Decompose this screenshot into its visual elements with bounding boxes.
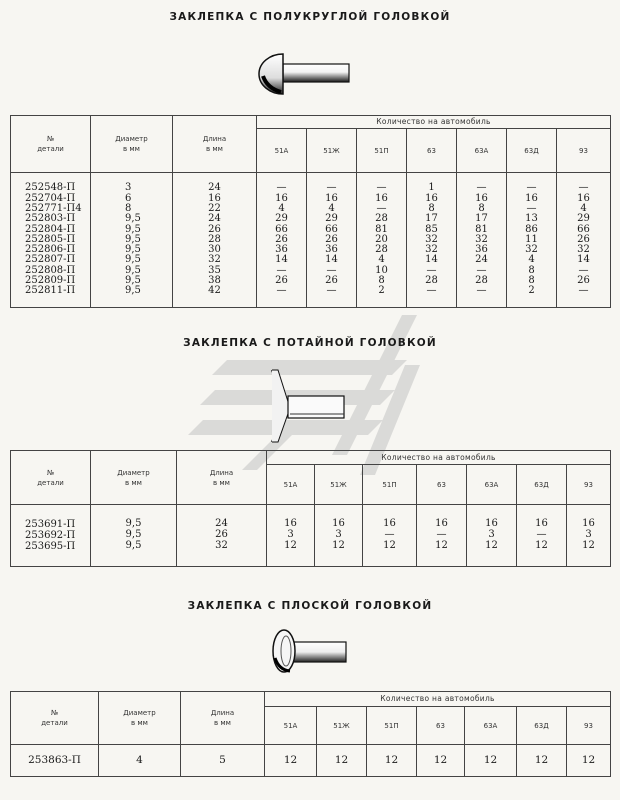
qty-value: 36 bbox=[275, 244, 288, 256]
header-model-51p: 51П bbox=[367, 707, 417, 745]
diameter-value: 9,5 bbox=[125, 233, 141, 245]
qty-value: 29 bbox=[275, 213, 288, 225]
qty-value: 12 bbox=[284, 540, 297, 551]
qty-value: 32 bbox=[577, 244, 590, 256]
qty-value: 13 bbox=[525, 213, 538, 225]
header-model-51a: 51А bbox=[257, 129, 307, 173]
length-value: 38 bbox=[208, 275, 221, 287]
header-model-63: 63 bbox=[417, 707, 465, 745]
length-value: 24 bbox=[208, 213, 221, 225]
part-number: 252805-П bbox=[25, 233, 76, 245]
qty-value: — bbox=[326, 285, 337, 297]
table-body-row bbox=[11, 173, 611, 308]
header-model-51p: 51П bbox=[363, 465, 417, 505]
qty-value: 26 bbox=[325, 275, 338, 287]
header-model-93: 93 bbox=[567, 465, 611, 505]
qty-value: 16 bbox=[332, 518, 345, 529]
part-number: 252811-П bbox=[25, 285, 76, 297]
qty-value: 32 bbox=[525, 244, 538, 256]
length-value: 5 bbox=[181, 745, 265, 777]
qty-value: 17 bbox=[425, 213, 438, 225]
qty-value: 16 bbox=[582, 518, 595, 529]
qty-column-51a bbox=[267, 505, 315, 567]
part-number: 253692-П bbox=[25, 530, 76, 541]
length-value: 24 bbox=[208, 182, 221, 194]
header-model-51zh: 51Ж bbox=[307, 129, 357, 173]
qty-value: — bbox=[578, 285, 589, 297]
diameter-value: 9,5 bbox=[125, 244, 141, 256]
part-number: 252804-П bbox=[25, 223, 76, 235]
diameter-value: 9,5 bbox=[125, 264, 141, 276]
spec-table-round-head bbox=[10, 115, 611, 308]
header-model-63a: 63А bbox=[457, 129, 507, 173]
qty-value: — bbox=[326, 264, 337, 276]
diameter-value: 9,5 bbox=[125, 254, 141, 266]
qty-value: 26 bbox=[577, 275, 590, 287]
qty-column-63d bbox=[507, 173, 557, 308]
qty-column-51p bbox=[363, 505, 417, 567]
qty-value: 4 bbox=[378, 254, 385, 266]
qty-value: 16 bbox=[485, 518, 498, 529]
header-length: Длина в мм bbox=[181, 692, 265, 745]
qty-value: 12 bbox=[582, 540, 595, 551]
qty-value: 12 bbox=[367, 745, 417, 777]
diameter-value: 8 bbox=[125, 202, 132, 214]
part-number: 252806-П bbox=[25, 244, 76, 256]
header-model-63: 63 bbox=[407, 129, 457, 173]
header-part-no: № детали bbox=[11, 692, 99, 745]
qty-value: 11 bbox=[525, 233, 538, 245]
length-column bbox=[173, 173, 257, 308]
length-value: 32 bbox=[215, 540, 228, 551]
qty-value: — bbox=[476, 264, 487, 276]
header-part-no: № детали bbox=[11, 451, 91, 505]
diameter-value: 9,5 bbox=[125, 213, 141, 225]
qty-value: 16 bbox=[535, 518, 548, 529]
header-qty-per-vehicle: Количество на автомобиль bbox=[257, 116, 611, 129]
qty-column-63 bbox=[407, 173, 457, 308]
qty-value: 12 bbox=[435, 540, 448, 551]
header-model-51a: 51А bbox=[267, 465, 315, 505]
header-length: Длина в мм bbox=[177, 451, 267, 505]
header-model-63a: 63А bbox=[465, 707, 517, 745]
table-row bbox=[11, 745, 611, 777]
qty-value: 32 bbox=[475, 233, 488, 245]
qty-value: 12 bbox=[517, 745, 567, 777]
qty-value: 12 bbox=[535, 540, 548, 551]
table-body-row bbox=[11, 505, 611, 567]
part-number-column bbox=[11, 505, 91, 567]
qty-value: 14 bbox=[275, 254, 288, 266]
length-value: 35 bbox=[208, 264, 221, 276]
qty-value: 16 bbox=[577, 192, 590, 204]
diameter-value: 9,5 bbox=[125, 529, 142, 540]
qty-value: 85 bbox=[425, 223, 438, 235]
header-model-51zh: 51Ж bbox=[317, 707, 367, 745]
qty-value: 20 bbox=[375, 233, 388, 245]
diameter-value: 9,5 bbox=[125, 540, 142, 551]
qty-column-51a bbox=[257, 173, 307, 308]
length-value: 32 bbox=[208, 254, 221, 266]
qty-value: — bbox=[526, 182, 537, 194]
qty-value: 26 bbox=[275, 233, 288, 245]
qty-value: — bbox=[476, 182, 487, 194]
round-head-rivet-icon bbox=[255, 52, 355, 96]
diameter-value: 9,5 bbox=[125, 285, 141, 297]
qty-column-63d bbox=[517, 505, 567, 567]
header-model-63d: 63Д bbox=[507, 129, 557, 173]
qty-value: 2 bbox=[378, 285, 385, 297]
length-value: 26 bbox=[208, 223, 221, 235]
length-value: 22 bbox=[208, 202, 221, 214]
diameter-value: 6 bbox=[125, 192, 132, 204]
qty-value: 28 bbox=[425, 275, 438, 287]
header-diameter: Диаметр в мм bbox=[91, 116, 173, 173]
qty-value: 28 bbox=[375, 213, 388, 225]
part-number: 253863-П bbox=[11, 745, 99, 777]
header-model-93: 93 bbox=[557, 129, 611, 173]
part-number-column bbox=[11, 173, 91, 308]
qty-value: 29 bbox=[325, 213, 338, 225]
spec-table-flat-head bbox=[10, 691, 611, 777]
qty-value: 16 bbox=[284, 518, 297, 529]
qty-value: 28 bbox=[375, 244, 388, 256]
header-diameter: Диаметр в мм bbox=[91, 451, 177, 505]
qty-value: 81 bbox=[475, 223, 488, 235]
qty-value: — bbox=[326, 182, 337, 194]
qty-value: 12 bbox=[332, 540, 345, 551]
part-number: 252807-П bbox=[25, 254, 76, 266]
qty-value: 12 bbox=[485, 540, 498, 551]
qty-column-93 bbox=[557, 173, 611, 308]
qty-value: 29 bbox=[577, 213, 590, 225]
part-number: 253695-П bbox=[25, 541, 76, 552]
qty-value: 66 bbox=[275, 223, 288, 235]
qty-value: 1 bbox=[428, 182, 435, 194]
part-number: 252704-П bbox=[25, 192, 76, 204]
section-title: ЗАКЛЕПКА С ПОТАЙНОЙ ГОЛОВКОЙ bbox=[183, 337, 437, 349]
qty-column-51p bbox=[357, 173, 407, 308]
qty-value: 3 bbox=[585, 529, 592, 540]
diameter-value: 9,5 bbox=[125, 518, 142, 529]
length-value: 26 bbox=[215, 529, 228, 540]
qty-value: 26 bbox=[325, 233, 338, 245]
qty-value: — bbox=[376, 202, 387, 214]
qty-value: 16 bbox=[383, 518, 396, 529]
diameter-value: 9,5 bbox=[125, 223, 141, 235]
length-value: 24 bbox=[215, 518, 228, 529]
header-model-63: 63 bbox=[417, 465, 467, 505]
qty-value: — bbox=[578, 264, 589, 276]
qty-value: 10 bbox=[375, 264, 388, 276]
qty-value: 24 bbox=[475, 254, 488, 266]
qty-value: 66 bbox=[577, 223, 590, 235]
qty-value: 14 bbox=[325, 254, 338, 266]
length-value: 42 bbox=[208, 285, 221, 297]
qty-value: 16 bbox=[475, 192, 488, 204]
section-title: ЗАКЛЕПКА С ПОЛУКРУГЛОЙ ГОЛОВКОЙ bbox=[169, 11, 451, 23]
qty-value: — bbox=[426, 264, 437, 276]
header-length: Длина в мм bbox=[173, 116, 257, 173]
diameter-value: 9,5 bbox=[125, 275, 141, 287]
qty-value: 16 bbox=[275, 192, 288, 204]
qty-value: — bbox=[276, 285, 287, 297]
header-model-51a: 51А bbox=[265, 707, 317, 745]
qty-value: 81 bbox=[375, 223, 388, 235]
qty-value: 16 bbox=[435, 518, 448, 529]
qty-value: — bbox=[276, 264, 287, 276]
qty-value: 12 bbox=[417, 745, 465, 777]
header-diameter: Диаметр в мм bbox=[99, 692, 181, 745]
qty-value: 3 bbox=[287, 529, 294, 540]
length-value: 30 bbox=[208, 244, 221, 256]
diameter-value: 4 bbox=[99, 745, 181, 777]
qty-value: — bbox=[536, 529, 547, 540]
part-number: 252771-П4 bbox=[25, 202, 82, 214]
qty-column-93 bbox=[567, 505, 611, 567]
qty-value: — bbox=[276, 182, 287, 194]
qty-column-51zh bbox=[315, 505, 363, 567]
qty-value: 26 bbox=[275, 275, 288, 287]
qty-value: 4 bbox=[278, 202, 285, 214]
part-number: 252548-П bbox=[25, 182, 76, 194]
length-column bbox=[177, 505, 267, 567]
qty-value: 4 bbox=[528, 254, 535, 266]
qty-value: 4 bbox=[328, 202, 335, 214]
qty-value: 12 bbox=[383, 540, 396, 551]
header-model-51zh: 51Ж bbox=[315, 465, 363, 505]
qty-value: — bbox=[476, 285, 487, 297]
qty-value: 14 bbox=[425, 254, 438, 266]
qty-value: 36 bbox=[325, 244, 338, 256]
qty-column-51zh bbox=[307, 173, 357, 308]
qty-value: 16 bbox=[525, 192, 538, 204]
length-value: 28 bbox=[208, 233, 221, 245]
diameter-column bbox=[91, 173, 173, 308]
qty-column-63a bbox=[467, 505, 517, 567]
header-model-63d: 63Д bbox=[517, 707, 567, 745]
qty-value: 14 bbox=[577, 254, 590, 266]
qty-value: 66 bbox=[325, 223, 338, 235]
header-qty-per-vehicle: Количество на автомобиль bbox=[265, 692, 611, 707]
header-qty-per-vehicle: Количество на автомобиль bbox=[267, 451, 611, 465]
header-part-no: № детали bbox=[11, 116, 91, 173]
qty-value: 16 bbox=[425, 192, 438, 204]
qty-value: 16 bbox=[325, 192, 338, 204]
header-model-51p: 51П bbox=[357, 129, 407, 173]
section-title: ЗАКЛЕПКА С ПЛОСКОЙ ГОЛОВКОЙ bbox=[187, 600, 433, 612]
qty-value: — bbox=[578, 182, 589, 194]
qty-value: — bbox=[436, 529, 447, 540]
qty-value: 4 bbox=[580, 202, 587, 214]
header-model-93: 93 bbox=[567, 707, 611, 745]
flat-head-rivet-icon bbox=[270, 628, 350, 674]
header-model-63a: 63А bbox=[467, 465, 517, 505]
qty-value: — bbox=[526, 202, 537, 214]
qty-value: 8 bbox=[428, 202, 435, 214]
part-number: 253691-П bbox=[25, 519, 76, 530]
part-number: 252809-П bbox=[25, 275, 76, 287]
countersunk-rivet-icon bbox=[268, 368, 348, 444]
qty-value: — bbox=[376, 182, 387, 194]
qty-value: — bbox=[426, 285, 437, 297]
qty-value: 16 bbox=[375, 192, 388, 204]
qty-value: 26 bbox=[577, 233, 590, 245]
qty-value: 3 bbox=[335, 529, 342, 540]
qty-column-63a bbox=[457, 173, 507, 308]
diameter-value: 3 bbox=[125, 182, 132, 194]
part-number: 252808-П bbox=[25, 264, 76, 276]
qty-value: 8 bbox=[528, 264, 535, 276]
header-model-63d: 63Д bbox=[517, 465, 567, 505]
diameter-column bbox=[91, 505, 177, 567]
qty-value: 12 bbox=[465, 745, 517, 777]
qty-value: 3 bbox=[488, 529, 495, 540]
qty-value: 8 bbox=[528, 275, 535, 287]
qty-value: 12 bbox=[567, 745, 611, 777]
length-value: 16 bbox=[208, 192, 221, 204]
qty-value: — bbox=[384, 529, 395, 540]
qty-value: 36 bbox=[475, 244, 488, 256]
part-number: 252803-П bbox=[25, 213, 76, 225]
qty-value: 28 bbox=[475, 275, 488, 287]
qty-value: 17 bbox=[475, 213, 488, 225]
qty-value: 8 bbox=[478, 202, 485, 214]
qty-value: 86 bbox=[525, 223, 538, 235]
qty-column-63 bbox=[417, 505, 467, 567]
qty-value: 12 bbox=[265, 745, 317, 777]
qty-value: 2 bbox=[528, 285, 535, 297]
qty-value: 32 bbox=[425, 244, 438, 256]
spec-table-countersunk-head bbox=[10, 450, 611, 567]
qty-value: 12 bbox=[317, 745, 367, 777]
qty-value: 8 bbox=[378, 275, 385, 287]
qty-value: 32 bbox=[425, 233, 438, 245]
